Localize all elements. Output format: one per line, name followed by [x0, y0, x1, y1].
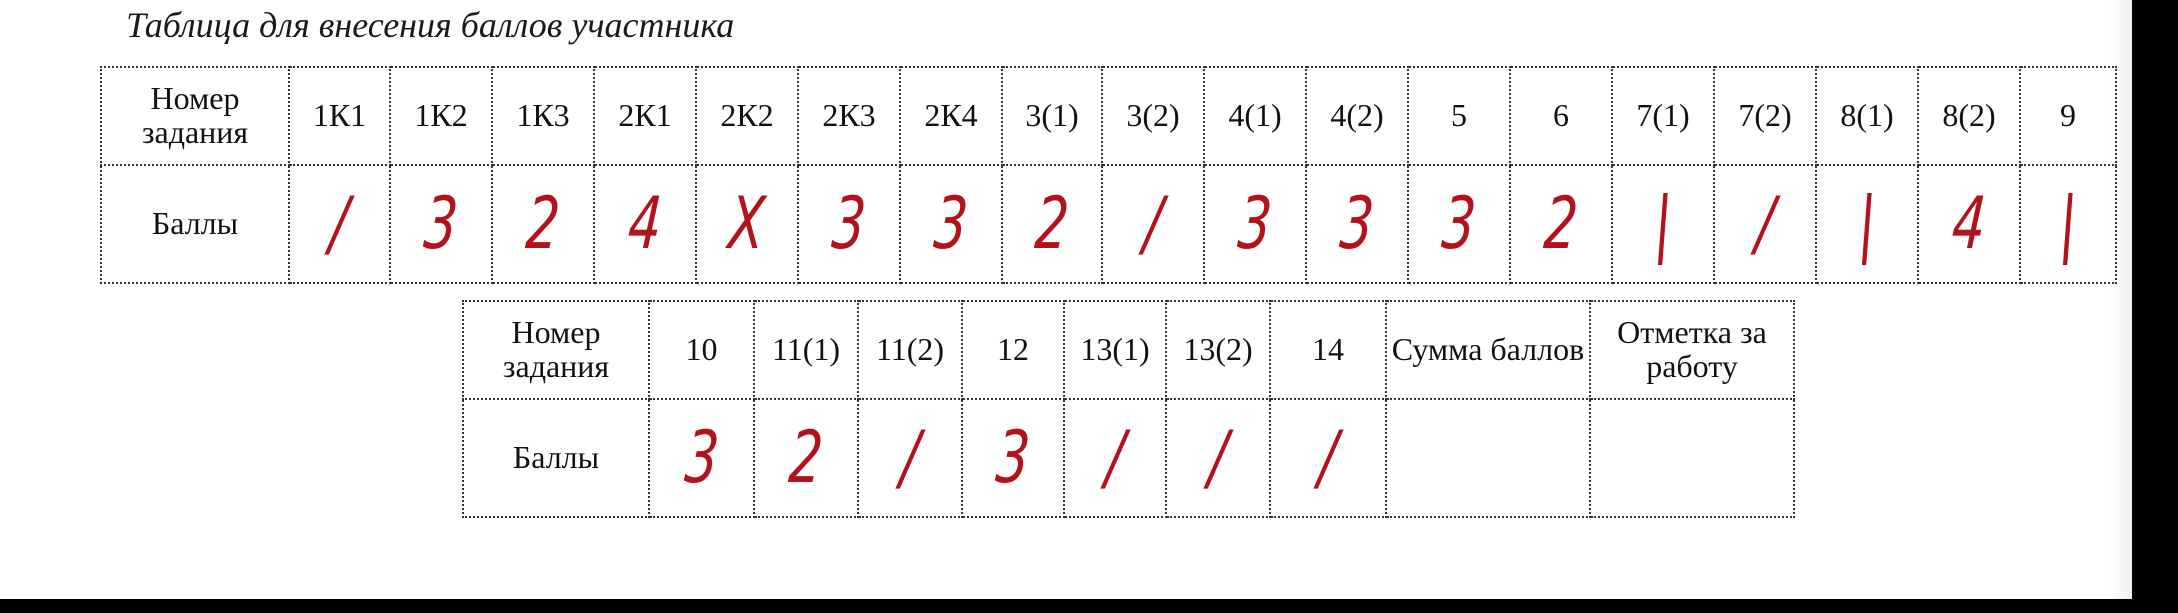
task-number-cell: 2К4: [900, 67, 1002, 165]
handwritten-score: /: [898, 415, 922, 500]
grade-label: Отметка за работу: [1590, 301, 1794, 399]
task-number-cell: 8(2): [1918, 67, 2020, 165]
scan-border-bottom: [0, 599, 2178, 613]
task-number-cell: 1К3: [492, 67, 594, 165]
task-number-cell: 9: [2020, 67, 2116, 165]
handwritten-score: 2: [1541, 181, 1581, 266]
handwritten-score: /: [1206, 415, 1230, 500]
score-cell[interactable]: [1002, 165, 1102, 283]
score-cell[interactable]: [1612, 165, 1714, 283]
table-title: Таблица для внесения баллов участника: [126, 5, 735, 45]
task-number-label: Номер задания: [463, 301, 649, 399]
handwritten-score: /: [1103, 415, 1127, 500]
task-number-cell: 2К1: [594, 67, 696, 165]
handwritten-score: |: [2056, 181, 2080, 266]
task-number-cell: 11(2): [858, 301, 962, 399]
score-cell[interactable]: [1102, 165, 1204, 283]
score-cell[interactable]: [858, 399, 962, 517]
handwritten-score: 2: [786, 415, 826, 500]
task-number-cell: 7(1): [1612, 67, 1714, 165]
task-number-cell: 3(1): [1002, 67, 1102, 165]
task-number-cell: 4(1): [1204, 67, 1306, 165]
score-cell[interactable]: [289, 165, 390, 283]
scores-table-1: [100, 66, 2117, 284]
score-cell[interactable]: [649, 399, 754, 517]
score-cell[interactable]: [390, 165, 492, 283]
grade-value-cell[interactable]: [1590, 399, 1794, 517]
task-number-cell: 2К2: [696, 67, 798, 165]
scores-row-label: Баллы: [101, 165, 289, 283]
score-cell[interactable]: [962, 399, 1064, 517]
handwritten-score: 3: [1337, 181, 1377, 266]
task-number-cell: 11(1): [754, 301, 858, 399]
task-number-cell: 14: [1270, 301, 1386, 399]
handwritten-score: |: [1651, 181, 1675, 266]
score-cell[interactable]: [1816, 165, 1918, 283]
handwritten-score: X: [726, 181, 768, 266]
score-cell[interactable]: [492, 165, 594, 283]
score-cell[interactable]: [900, 165, 1002, 283]
handwritten-score: /: [1316, 415, 1340, 500]
task-number-label: Номер задания: [101, 67, 289, 165]
handwritten-score: 3: [1439, 181, 1479, 266]
handwritten-score: |: [1855, 181, 1879, 266]
handwritten-score: 3: [931, 181, 971, 266]
handwritten-score: 2: [1032, 181, 1072, 266]
score-cell[interactable]: [2020, 165, 2116, 283]
sum-label: Сумма баллов: [1386, 301, 1590, 399]
task-number-cell: 1К2: [390, 67, 492, 165]
score-cell[interactable]: [1408, 165, 1510, 283]
task-number-cell: 8(1): [1816, 67, 1918, 165]
handwritten-score: /: [327, 181, 352, 266]
score-cell[interactable]: [1510, 165, 1612, 283]
score-cell[interactable]: [1714, 165, 1816, 283]
task-number-cell: 4(2): [1306, 67, 1408, 165]
task-number-cell: 7(2): [1714, 67, 1816, 165]
scan-border-right: [2132, 0, 2178, 613]
task-number-cell: 5: [1408, 67, 1510, 165]
sum-value-cell[interactable]: [1386, 399, 1590, 517]
scores-table-2: [462, 300, 1795, 518]
handwritten-score: 3: [1235, 181, 1275, 266]
task-number-cell: 3(2): [1102, 67, 1204, 165]
scores-row-label: Баллы: [463, 399, 649, 517]
score-cell[interactable]: [1918, 165, 2020, 283]
score-cell[interactable]: [1204, 165, 1306, 283]
score-cell[interactable]: [798, 165, 900, 283]
score-cell[interactable]: [754, 399, 858, 517]
handwritten-score: 3: [993, 415, 1033, 500]
handwritten-score: 3: [421, 181, 461, 266]
score-cell[interactable]: [594, 165, 696, 283]
score-cell[interactable]: [1270, 399, 1386, 517]
handwritten-score: /: [1753, 181, 1777, 266]
handwritten-score: 3: [681, 415, 722, 500]
score-cell[interactable]: [696, 165, 798, 283]
task-number-cell: 10: [649, 301, 754, 399]
handwritten-score: /: [1141, 181, 1165, 266]
handwritten-score: 4: [625, 181, 665, 266]
task-number-cell: 12: [962, 301, 1064, 399]
task-number-cell: 1К1: [289, 67, 390, 165]
task-number-cell: 6: [1510, 67, 1612, 165]
handwritten-score: 4: [1949, 181, 1989, 266]
handwritten-score: 3: [829, 181, 869, 266]
task-number-cell: 13(2): [1166, 301, 1270, 399]
handwritten-score: 2: [523, 181, 563, 266]
task-number-cell: 13(1): [1064, 301, 1166, 399]
score-cell[interactable]: [1064, 399, 1166, 517]
task-number-cell: 2К3: [798, 67, 900, 165]
score-cell[interactable]: [1166, 399, 1270, 517]
score-cell[interactable]: [1306, 165, 1408, 283]
